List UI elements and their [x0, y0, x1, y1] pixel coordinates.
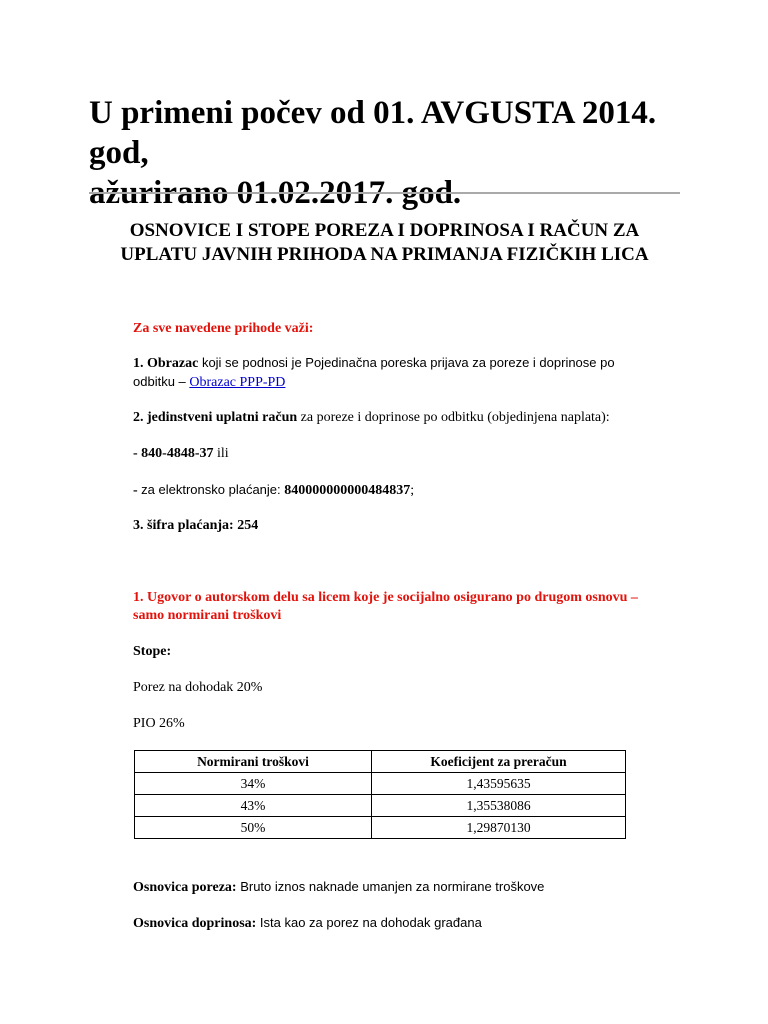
document-subtitle	[89, 219, 680, 267]
account-number: - 840-4848-37	[133, 446, 214, 461]
table-cell-coefficient: 1,29870130	[372, 817, 626, 839]
payment-code: 3. šifra plaćanja: 254	[133, 518, 259, 533]
table-cell-costs: 50%	[135, 817, 372, 839]
rates-label: Stope:	[133, 644, 172, 659]
electronic-prefix: -	[133, 483, 142, 498]
table-cell-coefficient: 1,35538086	[372, 795, 626, 817]
rate-pio: PIO 26%	[133, 716, 185, 731]
account-number-line	[133, 445, 229, 463]
account-label: 2. jedinstveni uplatni račun	[133, 410, 298, 425]
form-text: koji se podnosi je Pojedinačna poreska prijava za poreze i doprinose po	[198, 355, 615, 370]
tax-base-text: Bruto iznos naknade umanjen za normirane troškove	[236, 879, 545, 894]
subtitle-line-2: UPLATU JAVNIH PRIHODA NA PRIMANJA FIZIČKIH LICA	[120, 244, 649, 265]
account-or: ili	[213, 446, 229, 461]
title-line-2: ažurirano 01.02.2017. god.	[89, 175, 462, 211]
electronic-payment-line	[133, 481, 414, 500]
section1-heading-line-1: 1. Ugovor o autorskom delu sa licem koje je socijalno osigurano po drugom osnovu –	[133, 590, 638, 605]
table-cell-coefficient: 1,43595635	[372, 773, 626, 795]
section1-heading-line-2: samo normirani troškovi	[133, 608, 282, 623]
subtitle-line-1: OSNOVICE I STOPE POREZA I DOPRINOSA I RAČUN ZA	[129, 220, 640, 241]
table-row	[135, 795, 626, 817]
table-header-row	[135, 751, 626, 773]
form-paragraph	[133, 354, 653, 392]
tax-base-line	[133, 878, 544, 897]
electronic-number: 840000000000484837	[284, 483, 411, 498]
form-text-2: odbitku –	[133, 374, 190, 389]
account-paragraph	[133, 409, 610, 427]
table-row	[135, 817, 626, 839]
tax-base-label: Osnovica poreza:	[133, 880, 237, 895]
electronic-text: za elektronsko plaćanje:	[141, 482, 285, 497]
horizontal-divider	[89, 192, 680, 194]
contribution-base-label: Osnovica doprinosa:	[133, 916, 257, 931]
column-header-coefficient: Koeficijent za preračun	[372, 751, 626, 773]
coefficient-table	[134, 750, 626, 839]
contribution-base-text: Ista kao za porez na dohodak građana	[256, 915, 482, 930]
table-cell-costs: 34%	[135, 773, 372, 795]
table-cell-costs: 43%	[135, 795, 372, 817]
form-label: 1. Obrazac	[133, 356, 199, 371]
form-link[interactable]: Obrazac PPP-PD	[189, 375, 286, 390]
rate-income-tax: Porez na dohodak 20%	[133, 680, 263, 695]
general-heading: Za sve navedene prihode važi:	[133, 321, 314, 336]
page-title	[89, 93, 709, 213]
title-line-1: U primeni počev od 01. AVGUSTA 2014. god,	[89, 95, 657, 171]
contribution-base-line	[133, 914, 482, 933]
column-header-costs: Normirani troškovi	[135, 751, 372, 773]
electronic-suffix: ;	[410, 483, 415, 498]
account-text: za poreze i doprinose po odbitku (objedinjena naplata):	[297, 410, 610, 425]
table-row	[135, 773, 626, 795]
section1-heading	[133, 589, 693, 625]
